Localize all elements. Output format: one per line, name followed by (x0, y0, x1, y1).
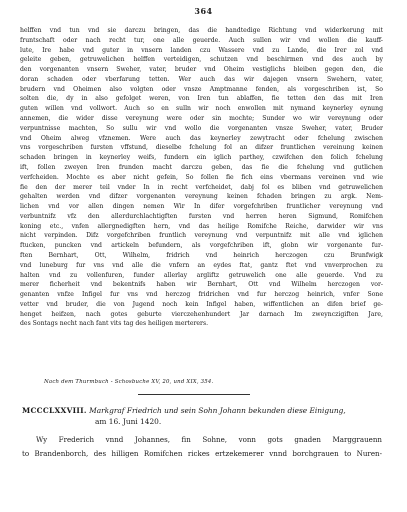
text-line: annemen, die wider disse vereynung were oder sin mochte; Sunder wo wir vereynung oder (20, 115, 383, 123)
text-line: genanten vnfze Infigel fur vns vnd herczog fridrichen vnd fur herczog heinrich, vnfer Sone (20, 291, 383, 299)
text-line: verpuntnisse machten, So sullu wir vnd wollo die vorgenanten vnsze Sweher, vater, Bruder (20, 124, 383, 132)
text-line: verfcheiden. Mochte es aber nicht gefein, So follen fie fich eins vbermans vereinen vnd wie (20, 173, 383, 181)
text-line: brudern vnd Oheimen also volgten oder vnsze Amptmanne fenden, als vorgeschriben ist, So (20, 85, 383, 93)
text-line: vnd Oheim alweg vfznemen. Were auch das keynerley zewytracht oder fchelung zwischen (20, 134, 383, 142)
document-heading (22, 405, 382, 427)
section-divider (138, 394, 250, 395)
text-line: lute, Ire habe vnd guter in vnsern landen czu Wassere vnd zu Lande, die Irer zol vnd (20, 46, 383, 54)
main-text-block (20, 26, 383, 329)
intro-line: Wy Frederich vnnd Johannes, fin Sohne, vonn gots gnaden Marggrauenn (36, 435, 382, 444)
text-line: ift, follen zweyen Iren frunden macht darczu geben, das fie die fchelung vnd gutlichen (20, 163, 383, 171)
source-note: Nach dem Thurmbuch - Schosbuche XV, 20, und XIX, 354. (44, 379, 214, 385)
text-line: vns vorgeschriben fursten vffstund, dieselbe fchelung fol an difzer fruntlichen vereinung keinen (20, 144, 383, 152)
text-line: verbuntnifz vfz den allerdurchlachtigften fursten vnd herren heren Sigmund, Romifchen (20, 212, 383, 220)
text-line: doran schaden oder vberfarung tetten. Wer auch das wir dajegen vnsern Swehern, vater, (20, 75, 383, 83)
text-line: fie den der merer teil vnder In in recht verfcheidet, dabj fol es bliben vnd getruwelichen (20, 183, 383, 191)
intro-text-block (22, 433, 382, 461)
intro-line: to Brandenborch, des hilligen Romifchen rickes ertzekemerer vnnd borchgrauen to Nuren- (22, 449, 382, 458)
text-line: halten vnd zu vollenfuren, funder allerlay argliftz getruwelich one alle geuerde. Vnd zu (20, 271, 383, 279)
text-line: henget heifzen, nach gotes geburte vierczehenhundert Jar darnach Im zweynczigiften Jare, (20, 310, 383, 318)
text-line: vnd luneburg fur vns vnd alle die vnfern an eydes ftat, gantz ftet vnd vnverprochen zu (20, 261, 383, 269)
text-line: helffen vnd tun vnd sie darczu bringen, das die handtedige Richtung vnd widerkerung mit (20, 27, 383, 34)
text-line: gehalten werden vnd difzer vorgenanten vereynung keinen fchaden bringen zu argk. Nem- (20, 193, 383, 201)
text-line: guten willen vnd vollwort. Auch so en sulln wir noch enwollen mit nymand keynerley eynung (20, 105, 383, 113)
document-number: MCCCLXXVIII. (22, 406, 87, 415)
page-number: 364 (194, 6, 213, 16)
text-line: lichen vnd vor allen dingen nemen Wir In difer vorgefchriben fruntlicher vereynung vnd (20, 203, 383, 211)
text-line: fruntschaft oder nach recht tur, one alle geuerde. Auch sullen wir vnd wollen die kauff- (20, 36, 383, 44)
text-line: ftucken, puncken vnd artickeln befundern, als vorgefchriben ift, globn wir vorgenante fur- (20, 242, 383, 250)
document-date: am 16. Juni 1420. (95, 417, 162, 426)
text-line: nicht verpinden. Difz vorgefchriben fruntlich vereynung vnd verpuntnifz mit alle vnd iglichen (20, 232, 383, 240)
text-line: merer ficherheit vnd bekentnifs haben wir Bernhart, Ott vnd Wilhelm herczogen vor- (20, 281, 383, 289)
text-line: ften Bernhart, Ott, Wilhelm, fridrich vnd heinrich herczogen czu Brunfwigk (20, 251, 383, 259)
text-line: schaden bringen in keynerley weifs, fundern ein iglich parthey, czwifchen den folich fchelung (20, 154, 383, 162)
text-line: geleite geben, getruwelichen helffen verteidigen, schutzen vnd beschirmen vnd des auch by (20, 56, 383, 64)
text-line: vetter vnd bruder, die von Jugend noch kein Infigel haben, wiffentlichen an difen brief ge- (20, 300, 383, 308)
text-line: den vorgenanten vnsern Sweher, vater, bruder vnd Oheim vestiglichs bleiben gegen den, die (20, 66, 383, 74)
text-line: koning etc., vnfen allergnedigften hern, vnd das heilige Romifche Reiche, darwider wir vns (20, 222, 383, 230)
text-line: des Sontags necht nach fant vits tag des heiligen merterers. (20, 320, 209, 328)
document-title: Markgraf Friedrich und sein Sohn Johann bekunden diese Einigung, (89, 406, 346, 415)
text-line: solten die, dy in also gefolget weren, von Iren tun ablaffen, fie tetten den das mit Iren (20, 95, 383, 103)
